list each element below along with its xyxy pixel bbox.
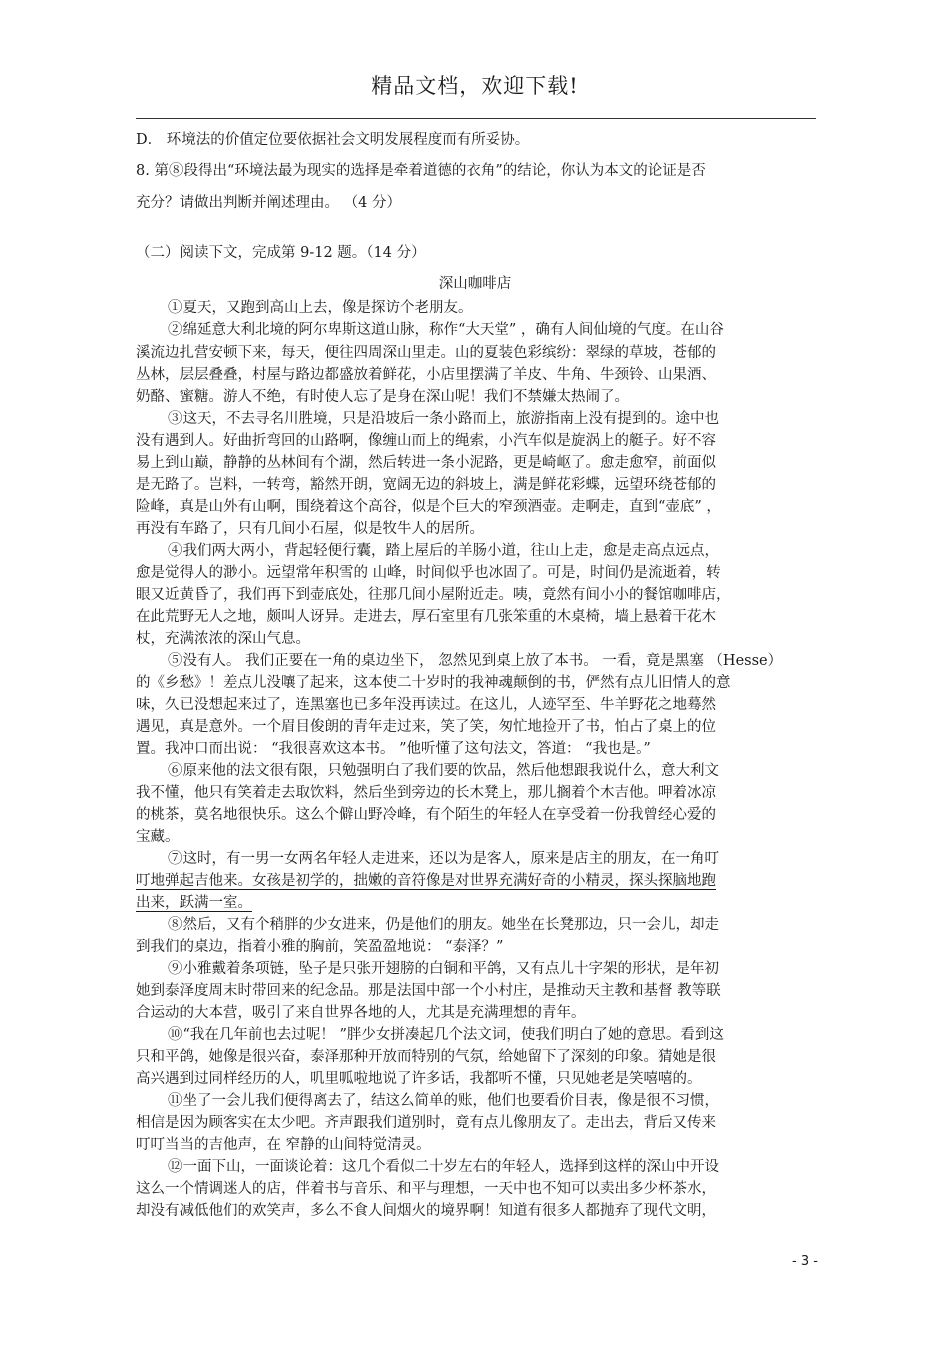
text-line: 高兴遇到过同样经历的人，叽里呱啦地说了许多话，我都听不懂，只见她老是笑嘻嘻的。: [136, 1071, 702, 1087]
text-line: 出来，跃满一室。: [136, 895, 252, 911]
text-line: 杖，充满浓浓的深山气息。: [136, 631, 310, 647]
text-line: 的桃茶，莫名地很快乐。这么个僻山野冷峰，有个陌生的年轻人在享受着一份我曾经心爱的: [136, 807, 716, 823]
text-line: 却没有减低他们的欢笑声，多么不食人间烟火的境界啊！知道有很多人都抛弃了现代文明，: [136, 1203, 716, 1219]
text-line: 溪流边扎营安顿下来，每天，便往四周深山里走。山的夏装色彩缤纷：翠绿的草坡，苍郁的: [136, 345, 716, 361]
text-line: 险峰，真是山外有山啊，围绕着这个高谷，似是个巨大的窄颈酒壶。走啊走，直到“壶底” ，: [136, 499, 721, 515]
text-line: 相信是因为顾客实在太少吧。齐声跟我们道别时，竟有点儿像朋友了。走出去，背后又传来: [136, 1115, 716, 1131]
text-line: ⑩“我在几年前也去过呢！ ”胖少女拼凑起几个法文词，使我们明白了她的意思。看到这: [168, 1027, 724, 1043]
text-line: ②绵延意大利北境的阿尔卑斯这道山脉，称作“大天堂” ，确有人间仙境的气度。在山谷: [168, 322, 724, 338]
text-line: 遇见，真是意外。一个眉目俊朗的青年走过来，笑了笑，匆忙地捡开了书，怕占了桌上的位: [136, 719, 716, 735]
text-line: 易上到山巅，静静的丛林间有个湖，然后转进一条小泥路，更是崎岖了。愈走愈窄，前面似: [136, 455, 716, 471]
text-line: ④我们两大两小，背起轻便行囊，踏上屋后的羊肠小道，往山上走，愈是走高点远点，: [168, 543, 719, 559]
text-line: ⑧然后，又有个稍胖的少女进来，仍是他们的朋友。她坐在长凳那边，只一会儿，却走: [168, 917, 719, 933]
text-line: 宝藏。: [136, 829, 180, 845]
text-line: 合运动的大本营，吸引了来自世界各地的人，尤其是充满理想的青年。: [136, 1005, 586, 1021]
text-line: （二）阅读下文，完成第 9-12 题。（14 分）: [136, 245, 426, 261]
text-line: 深山咖啡店: [438, 276, 512, 292]
page-number: - 3 -: [792, 1254, 818, 1269]
text-line: ⑥原来他的法文很有限，只勉强明白了我们要的饮品，然后他想跟我说什么，意大利文: [168, 763, 719, 779]
header-divider: [136, 118, 816, 119]
text-line: ⑨小雅戴着条项链，坠子是只张开翅膀的白铜和平鸽，又有点儿十字架的形状，是年初: [168, 961, 719, 977]
text-line: ③这天，不去寻名川胜境，只是沿坡后一条小路而上，旅游指南上没有提到的。途中也: [168, 411, 719, 427]
text-line: 的《乡愁》！差点儿没嚷了起来，这本使二十岁时的我神魂颠倒的书，俨然有点儿旧情人的意: [136, 675, 731, 691]
text-line: 我不懂，他只有笑着走去取饮料，然后坐到旁边的长木凳上，那儿搁着个木吉他。呷着冰凉: [136, 785, 716, 801]
text-line: 叮地弹起吉他来。女孩是初学的，拙嫩的音符像是对世界充满好奇的小精灵，探头探脑地跑: [136, 873, 716, 889]
text-line: ⑤没有人。 我们正要在一角的桌边坐下， 忽然见到桌上放了本书。 一看，竟是黑塞 （Hesse）: [168, 653, 783, 669]
text-line: 眼又近黄昏了，我们再下到壶底处，往那几间小屋附近走。咦，竟然有间小小的餐馆咖啡店，: [136, 587, 731, 603]
text-line: 奶酪、蜜糖。游人不绝，有时使人忘了是身在深山呢！我们不禁嫌太热闹了。: [136, 389, 629, 405]
text-line: 在此荒野无人之地，颇叫人讶异。走进去，厚石室里有几张笨重的木桌椅，墙上悬着干花木: [136, 609, 716, 625]
text-line: ⑪坐了一会儿我们便得离去了，结这么简单的账，他们也要看价目表，像是很不习惯，: [168, 1093, 719, 1109]
text-line: 这么一个情调迷人的店，伴着书与音乐、和平与理想，一天中也不知可以卖出多少杯茶水，: [136, 1181, 716, 1197]
text-line: 8. 第⑧段得出“环境法最为现实的选择是牵着道德的衣角”的结论，你认为本文的论证是否: [136, 163, 706, 179]
text-line: 丛林，层层叠叠，村屋与路边都盛放着鲜花，小店里摆满了羊皮、牛角、牛颈铃、山果酒、: [136, 367, 716, 383]
text-line: 愈是觉得人的渺小。远望常年积雪的 山峰，时间似乎也冰固了。可是，时间仍是流逝着，转: [136, 565, 721, 581]
text-line: 再没有车路了，只有几间小石屋，似是牧牛人的居所。: [136, 521, 484, 537]
text-line: 味，久已没想起来过了，连黑塞也已多年没再读过。在这儿，人迹罕至、牛羊野花之地蓦然: [136, 697, 716, 713]
text-line: 她到泰泽度周末时带回来的纪念品。那是法国中部一个小村庄，是推动天主教和基督 教等联: [136, 983, 721, 999]
text-line: 只和平鸽，她像是很兴奋，泰泽那种开放而特别的气氛，给她留下了深刻的印象。猜她是很: [136, 1049, 716, 1065]
text-line: 是无路了。岂料，一转弯，豁然开朗，宽阔无边的斜坡上，满是鲜花彩蝶，远望环绕苍郁的: [136, 477, 716, 493]
text-line: D． 环境法的价值定位要依据社会文明发展程度而有所妥协。: [136, 132, 530, 148]
text-line: 到我们的桌边，指着小雅的胸前，笑盈盈地说： “泰泽？”: [136, 939, 504, 955]
text-line: ⑦这时，有一男一女两名年轻人走进来，还以为是客人，原来是店主的朋友，在一角叮: [168, 851, 719, 867]
text-line: ⑫一面下山，一面谈论着：这几个看似二十岁左右的年轻人，选择到这样的深山中开设: [168, 1159, 719, 1175]
text-line: 充分？请做出判断并阐述理由。 （4 分）: [136, 195, 401, 211]
text-line: 叮叮当当的吉他声，在 窄静的山间特觉清灵。: [136, 1137, 431, 1153]
header-title: 精品文档，欢迎下载!: [371, 74, 579, 98]
text-line: 没有遇到人。好曲折弯回的山路啊，像缠山而上的绳索，小汽车似是旋涡上的艇子。好不容: [136, 433, 716, 449]
text-line: 置。我冲口而出说： “我很喜欢这本书。 ”他听懂了这句法文，答道： “我也是。”: [136, 741, 651, 757]
text-line: ①夏天，又跑到高山上去，像是探访个老朋友。: [168, 300, 473, 316]
